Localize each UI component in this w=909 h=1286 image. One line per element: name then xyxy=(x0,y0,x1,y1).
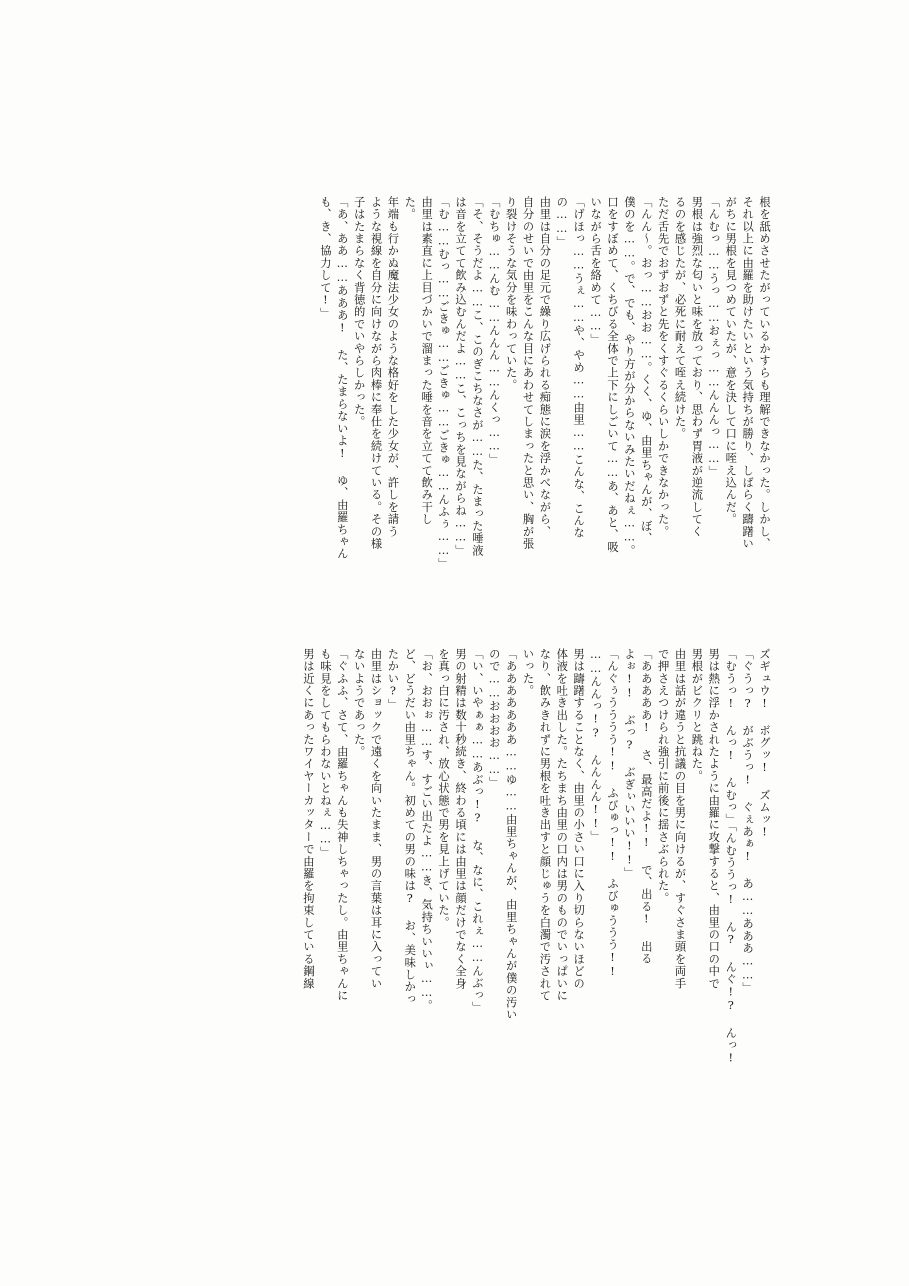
text-column: ……んんっ!? んんんん!!」 xyxy=(589,648,603,843)
text-column: 「い、いやぁぁ……あぶっ!? な、なに、これぇ……んぶっ」 xyxy=(470,648,484,1014)
text-column: 「あ、ああ……あああ! た、たまらないよ! ゆ、由羅ちゃん xyxy=(335,196,349,560)
text-column: たかい?」 xyxy=(386,648,400,711)
text-column: 「お、おおぉ……す、すごい出たよ……き、気持ちいいぃ……。 xyxy=(420,648,434,1012)
text-column: ような視線を自分に向けながら肉棒に奉仕を続けている。その様 xyxy=(369,196,383,550)
text-block-upper xyxy=(314,196,770,616)
text-column: 体液を吐き出した。たちまち由里の口内は男のものでいっぱいに xyxy=(555,648,569,1002)
text-column: 由里はショックで遠くを向いたまま、男の言葉は耳に入ってい xyxy=(369,648,383,990)
text-column: がちに男根を見つめていたが、意を決して口に咥え込んだ。 xyxy=(724,196,738,526)
text-column: なり、飲みきれずに男根を吐き出すと顔じゅうを白濁で汚されて xyxy=(538,648,552,1002)
text-column: 「あああああああ……ゆ……由里ちゃんが、由里ちゃんが僕の汚い xyxy=(504,648,518,1021)
text-column: 男は熱に浮かされたように由羅に攻撃すると、由里の口の中で xyxy=(707,648,721,990)
text-column: 「む……むっ……ごきゅ……ごきゅ……ごきゅ……んふぅ……」 xyxy=(437,196,451,571)
text-block-lower xyxy=(297,648,770,1068)
text-column: ので……おおおお……」 xyxy=(487,648,501,789)
text-column: 「あああああ! さ、最高だよ!! で、出る! 出る xyxy=(639,648,653,965)
text-column: 口をすぼめて、くちびる全体で上下にしごいて……あ、あと、吸 xyxy=(605,196,619,554)
text-column: 由里は話が違うと抗議の目を男に向けるが、すぐさま頭を両手 xyxy=(673,648,687,990)
text-column: 由里は素直に上目づかいで溜まった唾を音を立てて飲み干し xyxy=(420,196,434,526)
text-column: ないようであった。 xyxy=(352,648,366,758)
text-column: るのを感じたが、必死に耐えて咥え続けた。 xyxy=(673,196,687,440)
text-column: 年端も行かぬ魔法少女のような格好をした少女が、許しを請う xyxy=(386,196,400,538)
text-column: を真っ白に汚され、放心状態で男を見上げていた。 xyxy=(437,648,451,929)
text-column: ズギュウ! ボグッ! ズムッ! xyxy=(758,648,771,840)
text-column: ど、どうだい由里ちゃん。初めての男の味は? お、美味しかっ xyxy=(403,648,417,1006)
text-column: も、き、協力して!」 xyxy=(318,196,332,320)
text-column: は音を立てて飲み込むんだよ……こ、こっちを見ながらね……」 xyxy=(453,196,467,557)
text-column: で押さえつけられ強引に前後に揺さぶられた。 xyxy=(656,648,670,905)
text-column: り裂けそうな気分を味わっていた。 xyxy=(504,196,518,392)
text-column: いながら舌を絡めて……」 xyxy=(589,196,603,346)
text-column: 「むちゅ……んむ……んんん……んくっ……」 xyxy=(487,196,501,466)
text-column: 「ぐうっ? がぶうっ! ぐぇあぁ! あ……あああ……」 xyxy=(741,648,755,995)
text-column: 根を舐めさせたがっているかすらも理解できなかった。しかし、 xyxy=(758,196,771,550)
text-column: 男の射精は数十秒続き、終わる頃には由里は顔だけでなく全身 xyxy=(453,648,467,990)
text-column: それ以上に由羅を助けたいという気持ちが勝り、しばらく躊躇い xyxy=(741,196,755,550)
text-column: 「ぐふふ、さて、由羅ちゃんも失神しちゃったし。由里ちゃんに xyxy=(335,648,349,1002)
text-column: 「げほっ……うぇ……や、やめ……由里……こんな、こんな xyxy=(572,196,586,539)
text-column: 「んん〜。おっ……おお……。くく、ゆ、由里ちゃんが、ぼ、 xyxy=(639,196,653,545)
text-column: 「むうっ! んっ! んむっ」「んむううっ! ん? んぐ!? んっ! xyxy=(724,648,738,1066)
text-column: 男は近くにあったワイヤーカッターで由羅を拘束している鋼線 xyxy=(301,648,315,990)
text-column: 自分のせいで由里をこんな目にあわせてしまったと思い、胸が張 xyxy=(521,196,535,550)
text-column: 男根がビクリと跳ねた。 xyxy=(690,648,704,783)
text-column: 男は躊躇することなく、由里の小さい口に入り切らないほどの xyxy=(572,648,586,990)
text-column: も味見をしてもらわないとねぇ……」 xyxy=(318,648,332,859)
text-column: の……」 xyxy=(555,196,569,249)
text-column: 男根は強烈な匂いと味を放っており、思わず胃液が逆流してく xyxy=(690,196,704,538)
text-column: 僕のを……。で、でも、やり方が分からないみたいだねぇ……。 xyxy=(622,196,636,557)
text-column: ただ舌先でおずおずと先をくすぐるくらいしかできなかった。 xyxy=(656,196,670,538)
text-column: た。 xyxy=(403,196,417,221)
text-column: 由里は自分の足元で繰り広げられる痴態に涙を浮かべながら、 xyxy=(538,196,552,538)
text-column: 「んぐぅうううう!! ふびゅっ!! ふびゅううう!! xyxy=(605,648,619,979)
text-column: 子はたまらなく背徳的でいやらしかった。 xyxy=(352,196,366,428)
text-column: よぉ!! ぶっ? ぶぎぃいいい!!」 xyxy=(622,648,636,880)
text-column: 「そ、そうだよ……こ、このぎこちなさが……た、たまった唾液 xyxy=(470,196,484,557)
text-column: 「んむっ……うっ……おぇっ……んんんっ……」 xyxy=(707,196,721,478)
text-column: いった。 xyxy=(521,648,535,697)
